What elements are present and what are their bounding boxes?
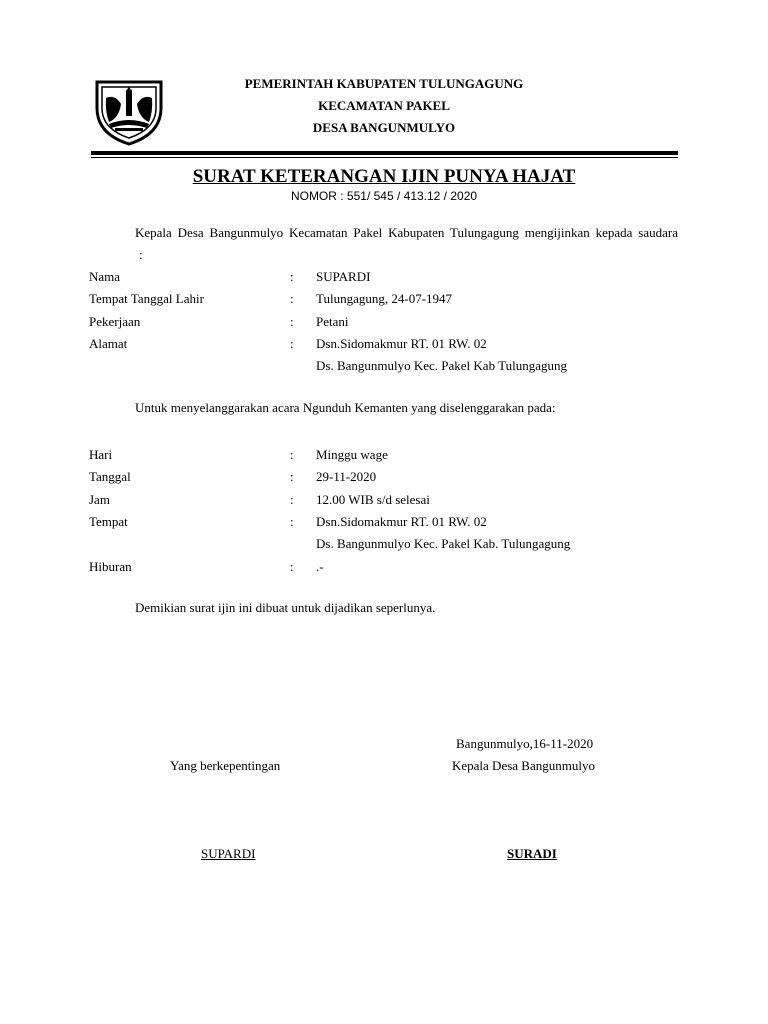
event-row-label: Tanggal <box>89 469 131 485</box>
event-row-label: Tempat <box>89 513 128 529</box>
document-title: SURAT KETERANGAN IJIN PUNYA HAJAT <box>192 166 576 187</box>
person-row-value: Ds. Bangunmulyo Kec. Pakel Kab Tulungagung <box>316 358 567 374</box>
event-row-label: Jam <box>89 491 110 507</box>
purpose-paragraph: Untuk menyelanggarakan acara Ngunduh Kemanten yang diselenggarakan pada: <box>135 400 556 415</box>
event-row-value: 12.00 WIB s/d selesai <box>316 491 430 507</box>
person-row-label: Tempat Tanggal Lahir <box>89 291 204 307</box>
place-date: Bangunmulyo,16-11-2020 <box>456 736 594 751</box>
signatory-right-role: Kepala Desa Bangunmulyo <box>452 758 595 773</box>
event-row-value: Dsn.Sidomakmur RT. 01 RW. 02 <box>316 513 487 529</box>
header-district: KECAMATAN PAKEL <box>318 98 450 113</box>
person-row-label: Pekerjaan <box>89 313 141 329</box>
event-row-label: Hari <box>89 447 113 462</box>
event-row-colon: : <box>290 491 294 507</box>
closing-paragraph: Demikian surat ijin ini dibuat untuk dijadikan seperlunya. <box>135 600 436 615</box>
event-row-colon: : <box>290 513 294 529</box>
person-row-label: Nama <box>89 269 121 284</box>
header-regency: PEMERINTAH KABUPATEN TULUNGAGUNG <box>244 76 524 91</box>
person-row-colon: : <box>290 335 294 351</box>
person-row-label: Alamat <box>89 335 128 351</box>
person-row-colon: : <box>290 313 294 329</box>
person-row-colon: : <box>290 291 294 307</box>
event-row-value: Minggu wage <box>316 447 388 462</box>
event-row-colon: : <box>290 558 294 574</box>
event-row-colon: : <box>290 447 294 462</box>
event-row-value: Ds. Bangunmulyo Kec. Pakel Kab. Tulungagung <box>316 536 571 552</box>
person-row-colon: : <box>290 269 294 284</box>
document-number: NOMOR : 551/ 545 / 413.12 / 2020 <box>290 189 478 203</box>
person-row-value: SUPARDI <box>316 269 371 284</box>
signatory-left-name: SUPARDI <box>201 846 256 861</box>
person-row-value: Tulungagung, 24-07-1947 <box>316 291 453 307</box>
event-row-label: Hiburan <box>89 558 132 574</box>
event-row-value: .- <box>316 558 324 574</box>
event-row-colon: : <box>290 469 294 485</box>
signatory-left-role: Yang berkepentingan <box>170 758 281 773</box>
person-row-value: Petani <box>316 313 349 329</box>
header-divider-thin <box>91 157 678 158</box>
event-row-value: 29-11-2020 <box>316 469 377 485</box>
header-village: DESA BANGUNMULYO <box>312 120 456 135</box>
signatory-right-name: SURADI <box>507 846 557 861</box>
intro-paragraph: Kepala Desa Bangunmulyo Kecamatan Pakel Kabupaten Tulungagung mengijinkan kepada saudara: <box>135 225 678 262</box>
header-divider-thick <box>91 151 678 155</box>
person-row-value: Dsn.Sidomakmur RT. 01 RW. 02 <box>316 335 487 351</box>
